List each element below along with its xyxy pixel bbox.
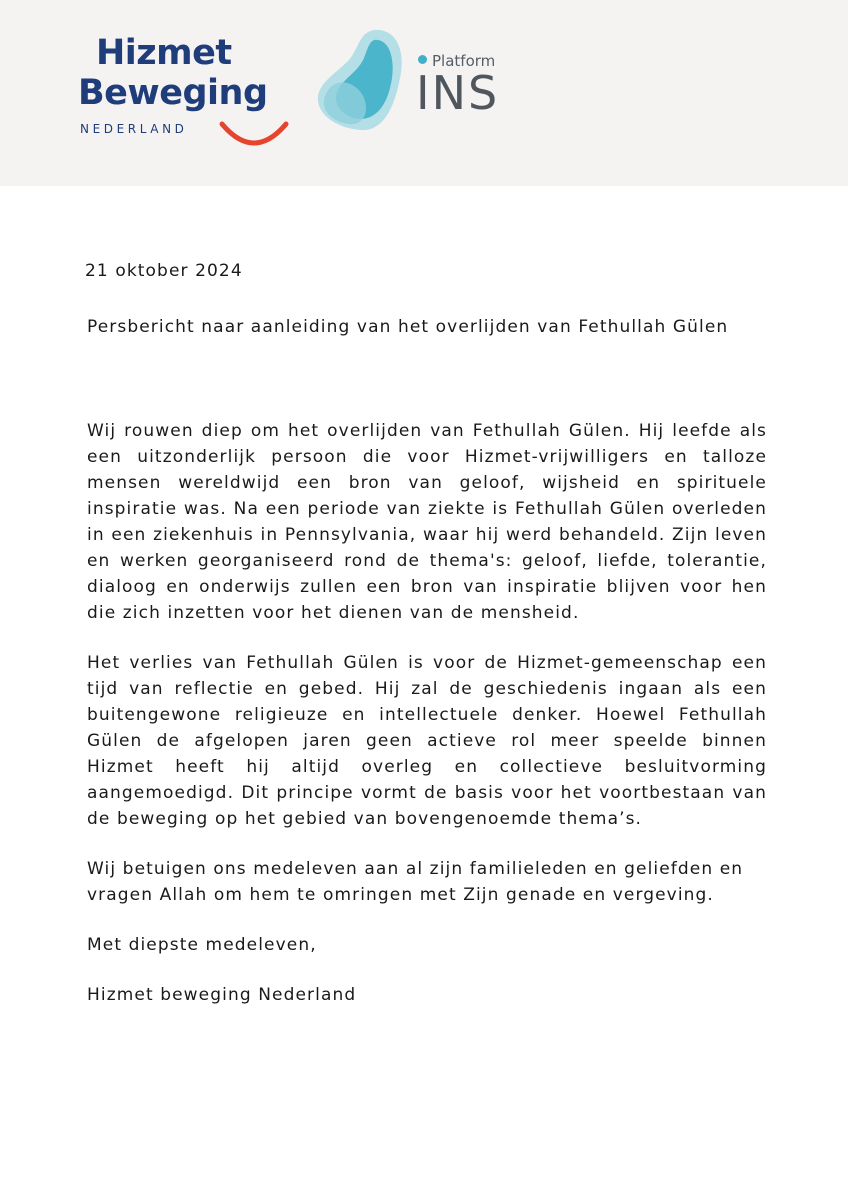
letter-subject: Persbericht naar aanleiding van het overlijden van Fethullah Gülen xyxy=(87,317,729,337)
smile-icon xyxy=(218,118,290,150)
letter-body xyxy=(87,258,767,1032)
closing-line: Met diepste medeleven, xyxy=(87,935,317,955)
letter-date: 21 oktober 2024 xyxy=(85,261,243,281)
ins-platform-label: Platform xyxy=(432,52,496,70)
letterhead xyxy=(0,0,848,186)
paragraph-3: Wij betuigen ons medeleven aan al zijn familieleden en geliefden en vragen Allah om hem te omringen met Zijn genade en vergeving. xyxy=(87,859,744,905)
ins-droplet-icon xyxy=(312,26,412,136)
hizmet-logo-subline: NEDERLAND xyxy=(80,122,188,136)
platform-ins-logo xyxy=(312,26,522,138)
hizmet-logo-line2: Beweging xyxy=(78,73,268,113)
hizmet-logo-line1: Hizmet xyxy=(96,33,232,73)
signature: Hizmet beweging Nederland xyxy=(87,985,357,1005)
paragraph-2: Het verlies van Fethullah Gülen is voor de Hizmet-gemeenschap een tijd van reflectie en gebed. Hij zal de geschiedenis ingaan als een buitengewone religieuze en intellectuele denker. Hoewel Fethullah Gülen de afgelopen jaren geen actieve rol meer speelde binnen Hizmet heeft hij altijd overleg en collectieve besluitvorming aangemoedigd. Dit principe vormt de basis voor het voortbestaan van de beweging op het gebied van bovengenoemde thema’s. xyxy=(87,653,767,829)
ins-wordmark: INS xyxy=(416,66,500,120)
paragraph-1: Wij rouwen diep om het overlijden van Fethullah Gülen. Hij leefde als een uitzonderlijk persoon die voor Hizmet-vrijwilligers en talloze mensen wereldwijd een bron van geloof, wijsheid en spirituele inspiratie was. Na een periode van ziekte is Fethullah Gülen overleden in een ziekenhuis in Pennsylvania, waar hij werd behandeld. Zijn leven en werken georganiseerd rond de thema's: geloof, liefde, tolerantie, dialoog en onderwijs zullen een bron van inspiratie blijven voor hen die zich inzetten voor het dienen van de mensheid. xyxy=(87,421,767,623)
hizmet-beweging-logo xyxy=(78,33,298,156)
